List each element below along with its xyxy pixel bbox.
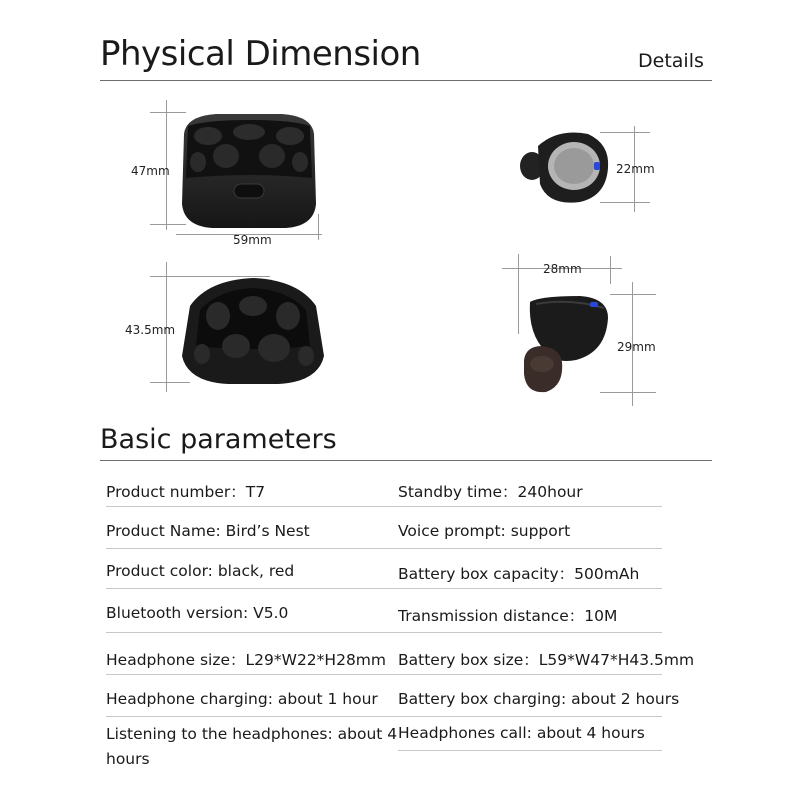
param-battery-capacity: Battery box capacity：500mAh bbox=[398, 565, 640, 583]
box-height-tick-top bbox=[150, 112, 186, 113]
charging-box-top-image bbox=[176, 112, 322, 230]
details-label: Details bbox=[638, 50, 704, 72]
param-voice-prompt: Voice prompt: support bbox=[398, 522, 571, 540]
page-title: Physical Dimension bbox=[100, 34, 421, 74]
earbud-height-label: 29mm bbox=[617, 340, 656, 354]
param-standby-time: Standby time：240hour bbox=[398, 483, 583, 501]
earbud-length-tick-left bbox=[518, 254, 519, 334]
box-height-label: 47mm bbox=[131, 164, 170, 178]
earbud-width-tick-bottom bbox=[600, 202, 650, 203]
box-depth-label: 43.5mm bbox=[125, 323, 176, 337]
row-divider bbox=[106, 506, 662, 507]
earbud-length-tick-right bbox=[610, 256, 611, 284]
box-width-label: 59mm bbox=[233, 233, 272, 247]
earbud-width-label: 22mm bbox=[616, 162, 655, 176]
row-divider bbox=[106, 716, 662, 717]
row-divider bbox=[106, 674, 662, 675]
box-depth-tick-top bbox=[150, 276, 270, 277]
param-battery-box-size: Battery box size：L59*W47*H43.5mm bbox=[398, 651, 695, 669]
param-headphone-charging: Headphone charging: about 1 hour bbox=[106, 690, 378, 708]
row-divider bbox=[106, 548, 662, 549]
param-listening-time: Listening to the headphones: about 4 hours bbox=[106, 725, 398, 768]
row-divider bbox=[398, 750, 662, 751]
box-width-tick-right bbox=[318, 214, 319, 240]
params-title: Basic parameters bbox=[100, 424, 337, 455]
params-divider bbox=[100, 460, 712, 461]
earbud-length-label: 28mm bbox=[543, 262, 582, 276]
earbud-height-tick-top bbox=[610, 294, 656, 295]
header-divider bbox=[100, 80, 712, 81]
earbud-side-image bbox=[520, 294, 612, 398]
charging-box-side-image bbox=[178, 276, 328, 386]
earbud-front-image bbox=[518, 128, 612, 206]
earbud-height-tick-bottom bbox=[600, 392, 656, 393]
param-call-time: Headphones call: about 4 hours bbox=[398, 724, 645, 742]
param-headphone-size: Headphone size：L29*W22*H28mm bbox=[106, 651, 386, 669]
box-depth-tick-bottom bbox=[150, 382, 190, 383]
param-battery-box-charging: Battery box charging: about 2 hours bbox=[398, 690, 680, 708]
row-divider bbox=[106, 632, 662, 633]
param-product-color: Product color: black, red bbox=[106, 562, 295, 580]
param-product-number: Product number：T7 bbox=[106, 483, 266, 501]
earbud-width-tick-top bbox=[600, 132, 650, 133]
param-product-name: Product Name: Bird’s Nest bbox=[106, 522, 310, 540]
box-height-tick-bottom bbox=[150, 224, 186, 225]
param-transmission-distance: Transmission distance：10M bbox=[398, 607, 618, 625]
row-divider bbox=[106, 588, 662, 589]
param-bluetooth-version: Bluetooth version: V5.0 bbox=[106, 604, 289, 622]
